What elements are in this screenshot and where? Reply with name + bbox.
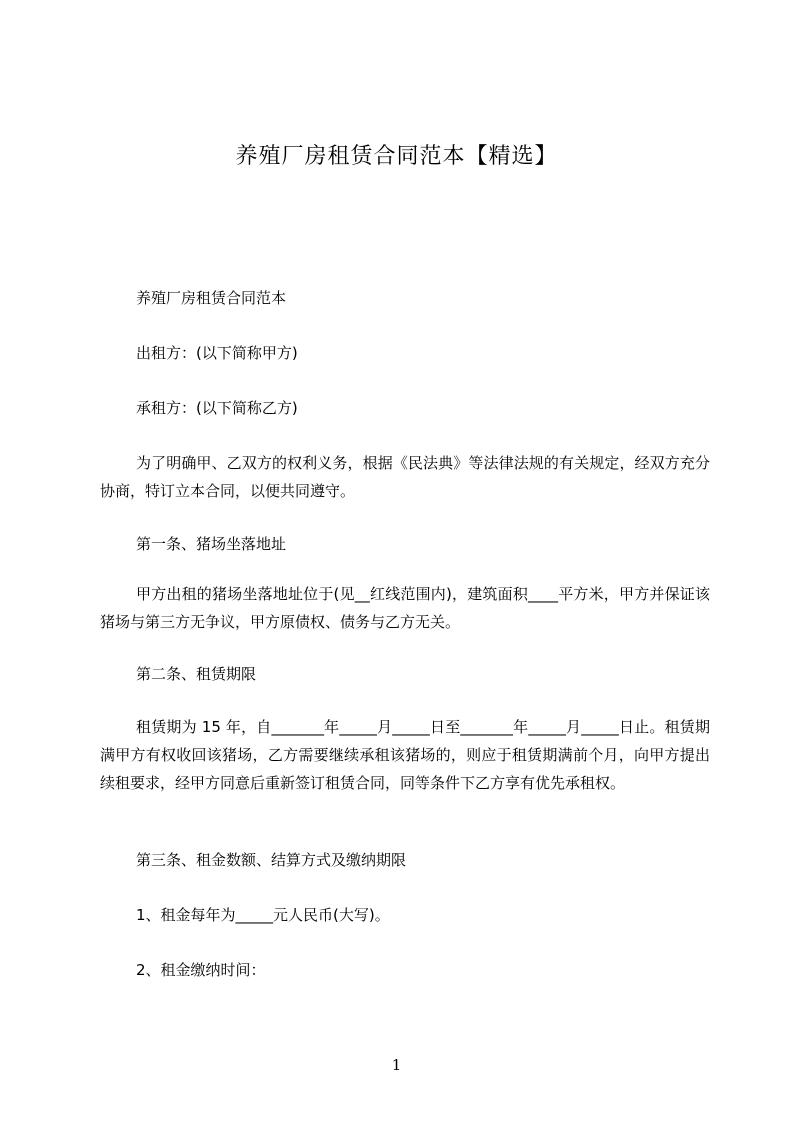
paragraph-lessee: 承租方：(以下简称乙方): [136, 399, 298, 417]
paragraph-article-2-body: 租赁期为 15 年，自_______年_____月_____日至_______年_____月_____日止。租赁期满甲方有权收回该猪场，乙方需要继续承租该猪场的，则应于租赁期满前个月，向甲方提出续租要求，经甲方同意后重新签订租赁合同，同等条件下乙方享有优先承租权。: [100, 718, 710, 792]
paragraph-article-3-heading: 第三条、租金数额、结算方式及缴纳期限: [136, 851, 407, 869]
paragraph-rent-amount: 1、租金每年为_____元人民币(大写)。: [136, 906, 390, 924]
page-number: 1: [391, 1056, 402, 1074]
paragraph-heading: 养殖厂房租赁合同范本: [136, 289, 287, 307]
paragraph-article-1-body: 甲方出租的猪场坐落地址位于(见__红线范围内)，建筑面积____平方米，甲方并保证该猪场与第三方无争议，甲方原债权、债务与乙方无关。: [100, 585, 710, 631]
paragraph-rent-payment-time: 2、租金缴纳时间：: [136, 961, 266, 979]
paragraph-lessor: 出租方：(以下简称甲方): [136, 344, 298, 362]
document-title: 养殖厂房租赁合同范本【精选】: [235, 144, 558, 169]
paragraph-article-2-heading: 第二条、租赁期限: [136, 665, 257, 683]
paragraph-preamble: 为了明确甲、乙双方的权利义务，根据《民法典》等法律法规的有关规定，经双方充分协商，特订立本合同，以便共同遵守。: [100, 454, 710, 500]
paragraph-article-1-heading: 第一条、猪场坐落地址: [136, 535, 287, 553]
